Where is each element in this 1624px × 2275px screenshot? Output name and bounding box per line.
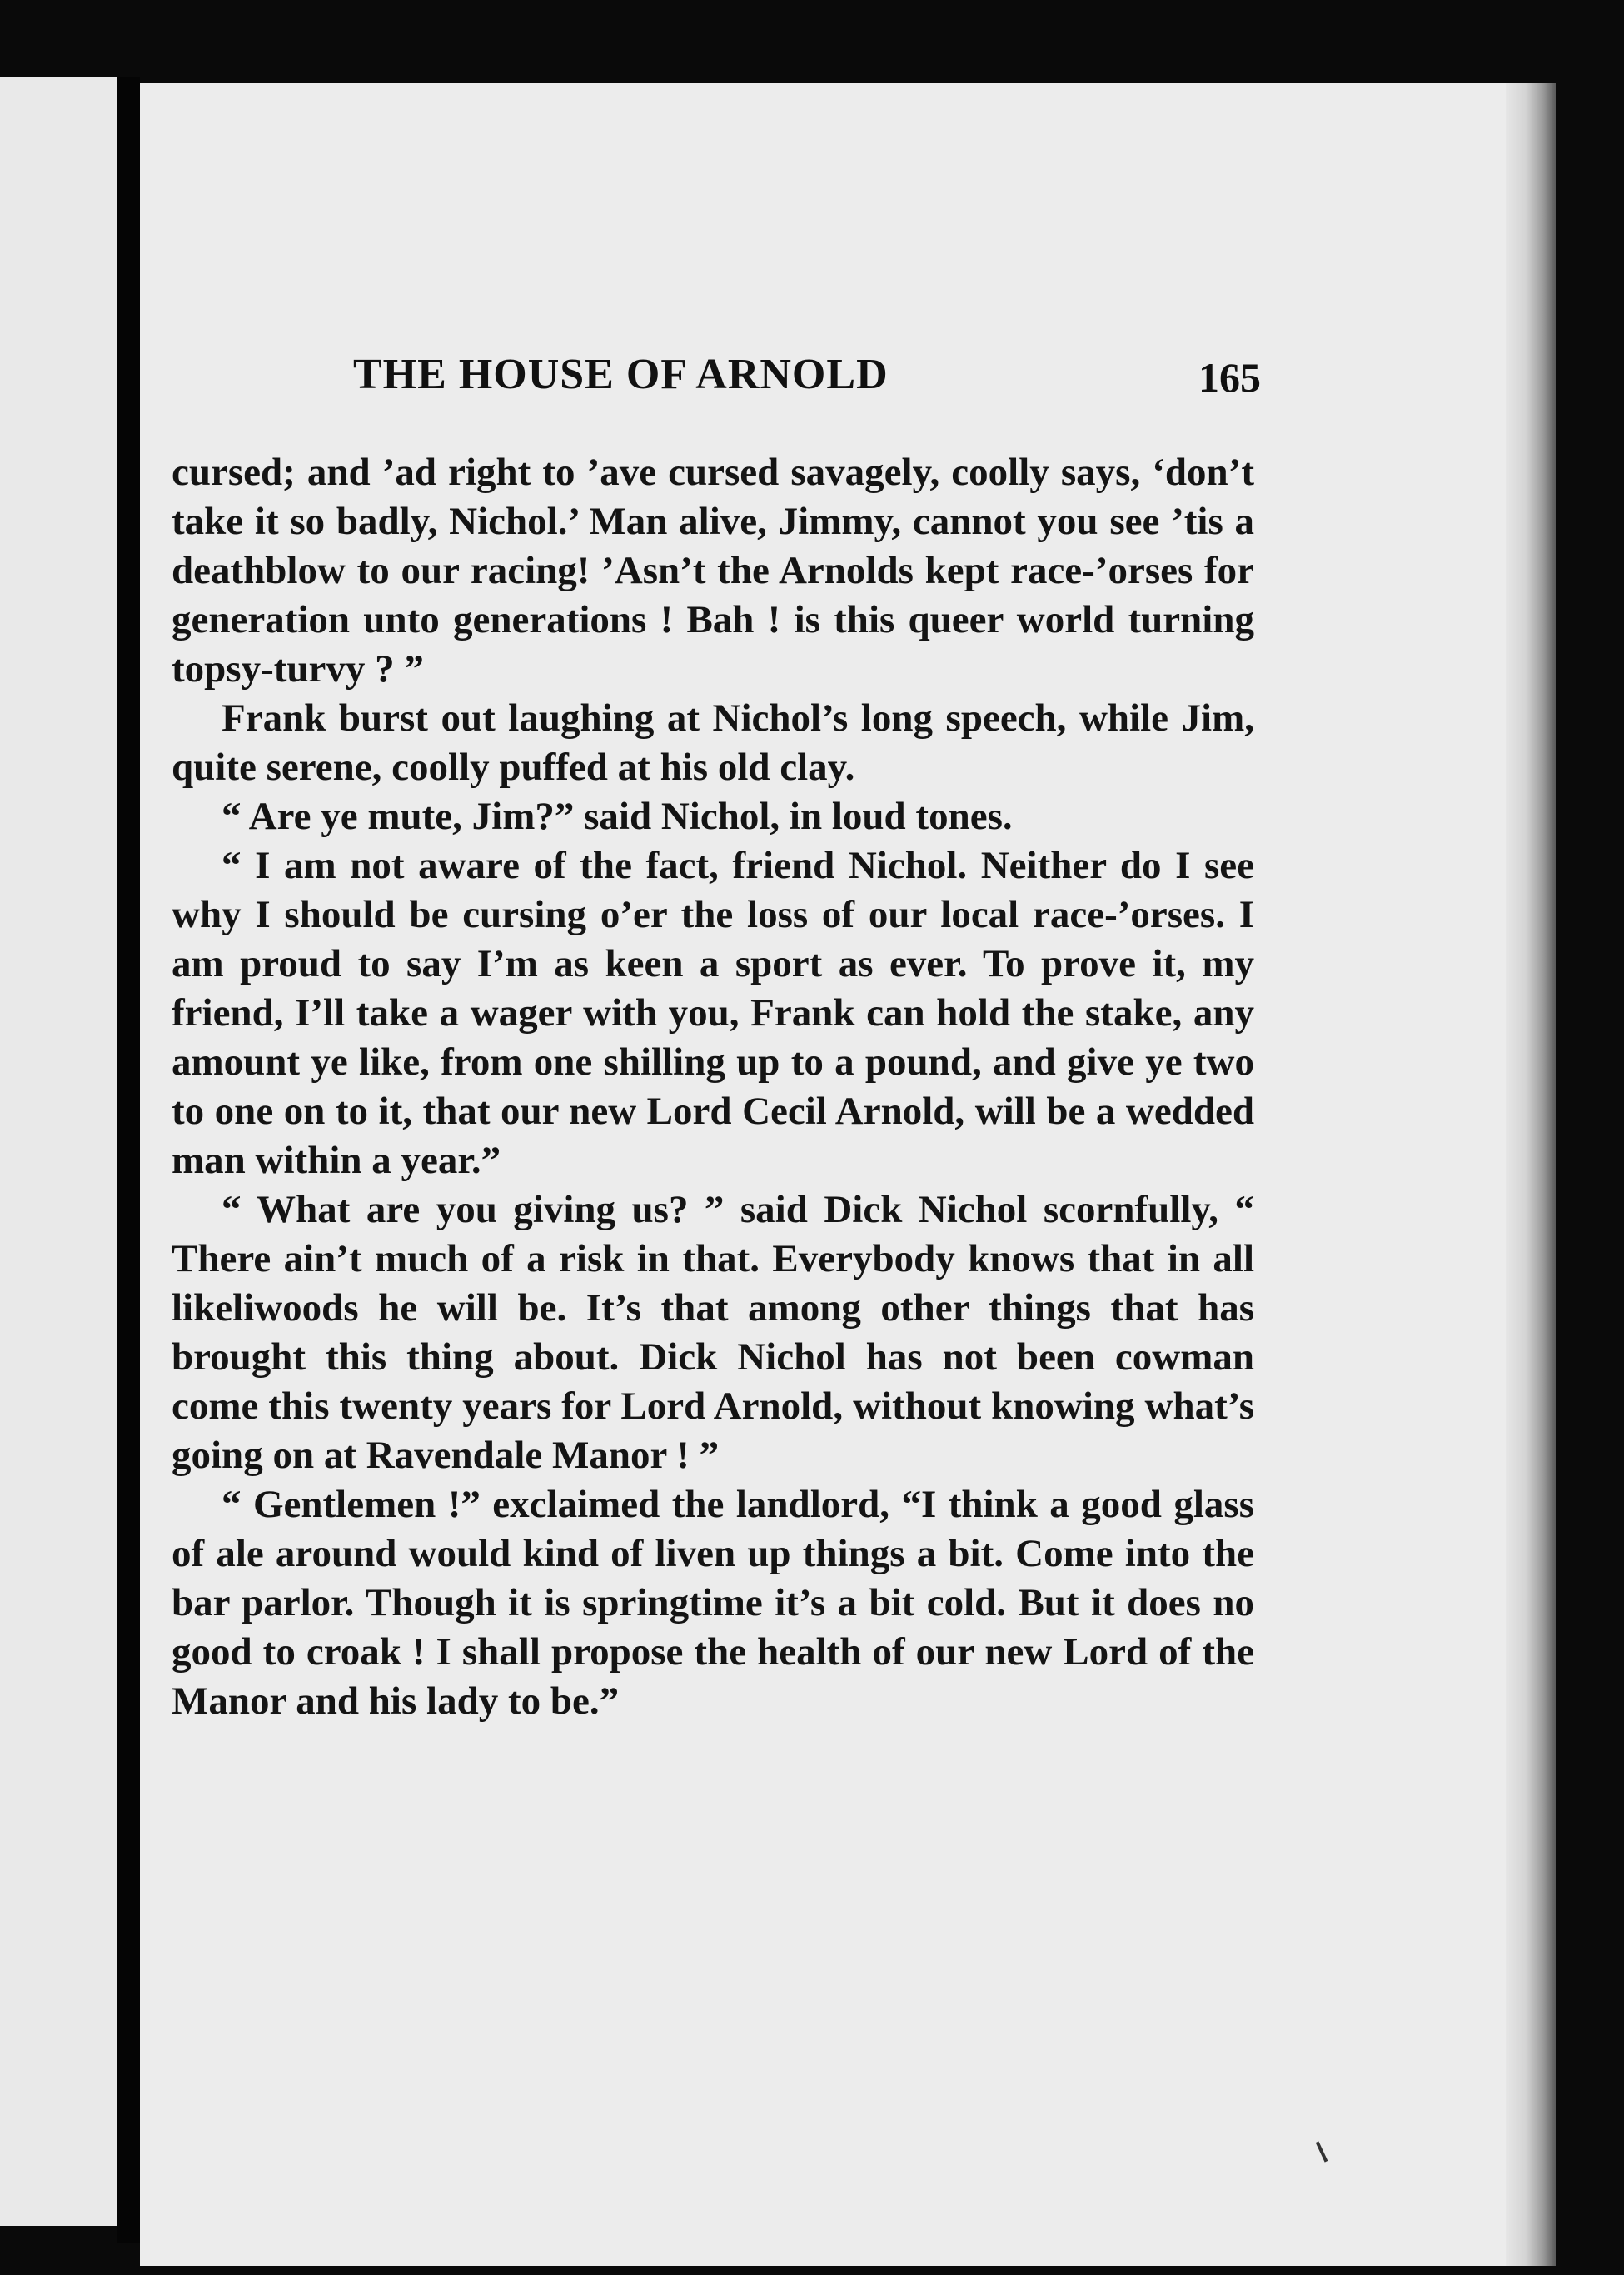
paragraph: cursed; and ’ad right to ’ave cursed savagely, coolly says, ‘don’t take it so badly, Nichol.’ Man alive, Jimmy, cannot you see ’tis a deathblow to our racing! ’Asn’t the Arnolds kept race-’orses for generation unto generations ! Bah ! is this queer world turning topsy-turvy ? ” [172,451,1254,691]
body-text [172,448,1254,1726]
paragraph: “ Are ye mute, Jim?” said Nichol, in loud tones. [222,795,1013,838]
facing-page-edge [0,77,117,2226]
paragraph: “ What are you giving us? ” said Dick Nichol scornfully, “ There ain’t much of a risk in that. Everybody knows that in all likeliwoods he will be. It’s that among other things that has brought this thing about. Dick Nichol has not been cowman come this twenty years for Lord Arnold, without knowing what’s going on at Ravendale Manor ! ” [172,1188,1254,1477]
paragraph: “ I am not aware of the fact, friend Nichol. Neither do I see why I should be cursing o’er the loss of our local race-’orses. I am proud to say I’m as keen a sport as ever. To prove it, my friend, I’ll take a wager with you, Frank can hold the stake, any amount ye like, from one shilling up to a pound, and give ye two to one on to it, that our new Lord Cecil Arnold, will be a wedded man within a year.” [172,844,1254,1182]
page-number: 165 [1198,354,1261,401]
paragraph: Frank burst out laughing at Nichol’s long speech, while Jim, quite serene, coolly puffed at his old clay. [172,696,1254,789]
page-header [353,350,1261,408]
book-gutter [117,77,140,2243]
page-edge-shadow [1506,83,1556,2266]
paragraph: “ Gentlemen !” exclaimed the landlord, “I think a good glass of ale around would kind of liven up things a bit. Come into the bar parlor. Though it is springtime it’s a bit cold. But it does no good to croak ! I shall propose the health of our new Lord of the Manor and his lady to be.” [172,1483,1254,1723]
running-head: THE HOUSE OF ARNOLD [353,351,889,398]
